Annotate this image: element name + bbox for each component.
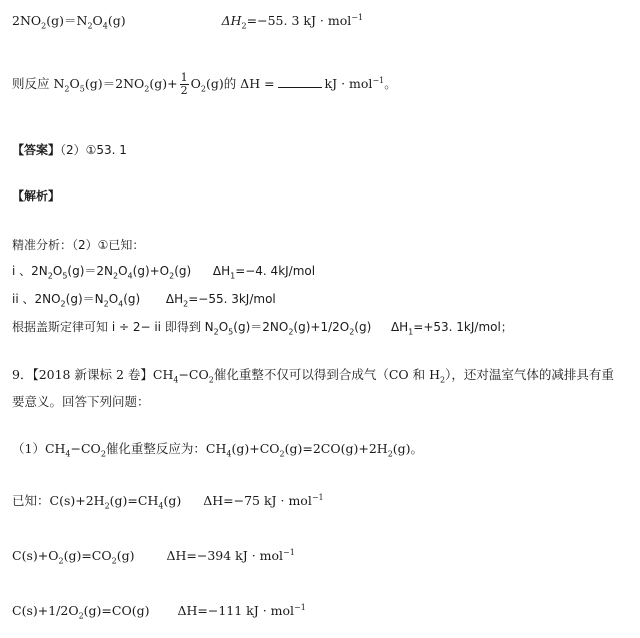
text-segment: （1）CH	[12, 441, 66, 456]
subscript: 2	[64, 84, 70, 94]
subscript: 2	[200, 84, 206, 94]
analysis-label: 【解析】	[12, 189, 61, 203]
text-segment: (g)+	[149, 76, 178, 91]
reaction-ii	[12, 290, 276, 308]
answer-label: 【答案】	[12, 143, 61, 157]
subscript: 2	[387, 449, 393, 459]
subscript: 4	[102, 21, 108, 31]
subscript: 4	[65, 449, 71, 459]
text-segment: (g)＝2NO	[233, 320, 289, 334]
text-segment: (g)＝N	[46, 13, 88, 28]
text-segment: −CO	[70, 441, 101, 456]
subscript: 2	[279, 449, 285, 459]
subscript: 2	[78, 611, 84, 621]
subscript: 4	[118, 299, 124, 309]
delta-h-value: ΔH=−75 kJ · mol	[203, 493, 312, 508]
text-segment: (g)+1/2O	[293, 320, 350, 334]
delta-h-symbol: ΔH	[390, 320, 409, 334]
question-9-line-2: 要意义。回答下列问题：	[12, 394, 150, 409]
subscript: 2	[349, 327, 355, 337]
subscript: 5	[228, 327, 234, 337]
text-segment: O	[52, 264, 63, 278]
text-segment: O	[92, 13, 103, 28]
subscript: 5	[62, 271, 68, 281]
text-segment: kJ · mol	[324, 76, 373, 91]
fraction-denominator: 2	[180, 84, 188, 97]
text-segment: (g)	[107, 13, 126, 28]
text-segment: O	[118, 264, 128, 278]
answer-line	[12, 141, 127, 159]
reaction-i	[12, 262, 315, 280]
subscript: 1	[230, 271, 236, 281]
subscript: 2	[208, 375, 214, 385]
subscript: 2	[183, 299, 189, 309]
text-segment: C(s)+1/2O	[12, 603, 79, 618]
text-segment: 催化重整反应为：CH	[105, 441, 227, 456]
text-segment: (g)=CO(g)	[83, 603, 150, 618]
text-segment: =+53. 1kJ/mol；	[413, 320, 513, 334]
superscript: −1	[372, 75, 385, 85]
text-segment: (g)＝N	[65, 292, 104, 306]
subscript: 2	[144, 84, 150, 94]
subscript: 2	[213, 327, 219, 337]
subscript: 2	[100, 449, 106, 459]
known-reaction-2	[12, 547, 295, 565]
subscript: 2	[169, 271, 175, 281]
text-segment: (g)	[123, 292, 141, 306]
superscript: −1	[311, 492, 324, 502]
hess-law-line	[12, 318, 513, 336]
subscript: 2	[104, 501, 110, 511]
text-segment: (g)的 ΔH =	[205, 76, 275, 91]
fraction-one-half	[180, 72, 189, 97]
text-segment: ii 、2NO	[12, 292, 61, 306]
text-segment: (g)=CH	[109, 493, 159, 508]
subscript: 4	[226, 449, 232, 459]
delta-h-symbol: ΔH	[212, 264, 231, 278]
text-segment: (g)=2CO(g)+2H	[284, 441, 388, 456]
text-segment: 催化重整不仅可以得到合成气（CO 和 H	[213, 367, 441, 382]
subscript: 1	[408, 327, 414, 337]
delta-h-symbol: ΔH	[165, 292, 184, 306]
delta-h-symbol: ΔH	[221, 13, 242, 28]
text-segment: i 、2N	[12, 264, 48, 278]
text-segment: =−55. 3kJ/mol	[188, 292, 276, 306]
text-segment: O	[218, 320, 229, 334]
subscript: 4	[173, 375, 179, 385]
subscript: 2	[440, 375, 446, 385]
text-segment: 9．【2018 新课标 2 卷】CH	[12, 367, 174, 382]
superscript: −1	[351, 12, 364, 22]
subscript: 2	[111, 556, 117, 566]
text-segment: (g)	[354, 320, 372, 334]
question-9-part-1	[12, 440, 423, 458]
text-segment: (g)+O	[132, 264, 170, 278]
text-segment: (g)	[174, 264, 192, 278]
subscript: 2	[241, 21, 247, 31]
analysis-intro: 精准分析：（2）①已知：	[12, 238, 145, 252]
subscript: 2	[47, 271, 53, 281]
text-segment: (g)+CO	[231, 441, 280, 456]
known-reaction-3	[12, 602, 306, 620]
text-segment: C(s)+O	[12, 548, 59, 563]
text-segment: (g)=CO	[63, 548, 112, 563]
equation-line-1	[12, 12, 363, 30]
subscript: 2	[60, 299, 66, 309]
delta-h-value: ΔH=−111 kJ · mol	[177, 603, 295, 618]
text-segment: (g)＝2NO	[84, 76, 145, 91]
question-line-reaction	[12, 72, 397, 97]
text-segment: O	[190, 76, 201, 91]
text-segment: O	[108, 292, 119, 306]
subscript: 2	[41, 21, 47, 31]
known-reaction-1	[12, 492, 324, 510]
text-segment: 已知：C(s)+2H	[12, 493, 105, 508]
text-segment: =−4. 4kJ/mol	[235, 264, 316, 278]
superscript: −1	[283, 547, 295, 557]
text-segment: 根据盖斯定律可知 i ÷ 2− ii 即得到 N	[12, 320, 214, 334]
subscript: 2	[87, 21, 93, 31]
text-segment: O	[69, 76, 80, 91]
fraction-numerator: 1	[180, 71, 188, 84]
text-segment: =−55. 3 kJ · mol	[246, 13, 352, 28]
question-9-line-1	[12, 366, 614, 384]
subscript: 2	[288, 327, 294, 337]
text-segment: 。	[384, 76, 397, 91]
subscript: 2	[58, 556, 64, 566]
text-segment: −CO	[178, 367, 209, 382]
delta-h-value: ΔH=−394 kJ · mol	[166, 548, 284, 563]
subscript: 5	[79, 84, 85, 94]
answer-text: （2）①53. 1	[60, 143, 127, 157]
text-segment: (g)	[116, 548, 135, 563]
text-segment: 则反应 N	[12, 76, 65, 91]
text-segment: (g)＝2N	[67, 264, 113, 278]
subscript: 4	[127, 271, 133, 281]
answer-blank[interactable]	[278, 75, 322, 88]
subscript: 2	[113, 271, 119, 281]
text-segment: 2NO	[12, 13, 42, 28]
subscript: 2	[103, 299, 109, 309]
subscript: 4	[158, 501, 164, 511]
superscript: −1	[294, 602, 306, 612]
text-segment: ），还对温室气体的减排具有重	[445, 367, 614, 382]
text-segment: (g)。	[392, 441, 424, 456]
text-segment: (g)	[163, 493, 182, 508]
